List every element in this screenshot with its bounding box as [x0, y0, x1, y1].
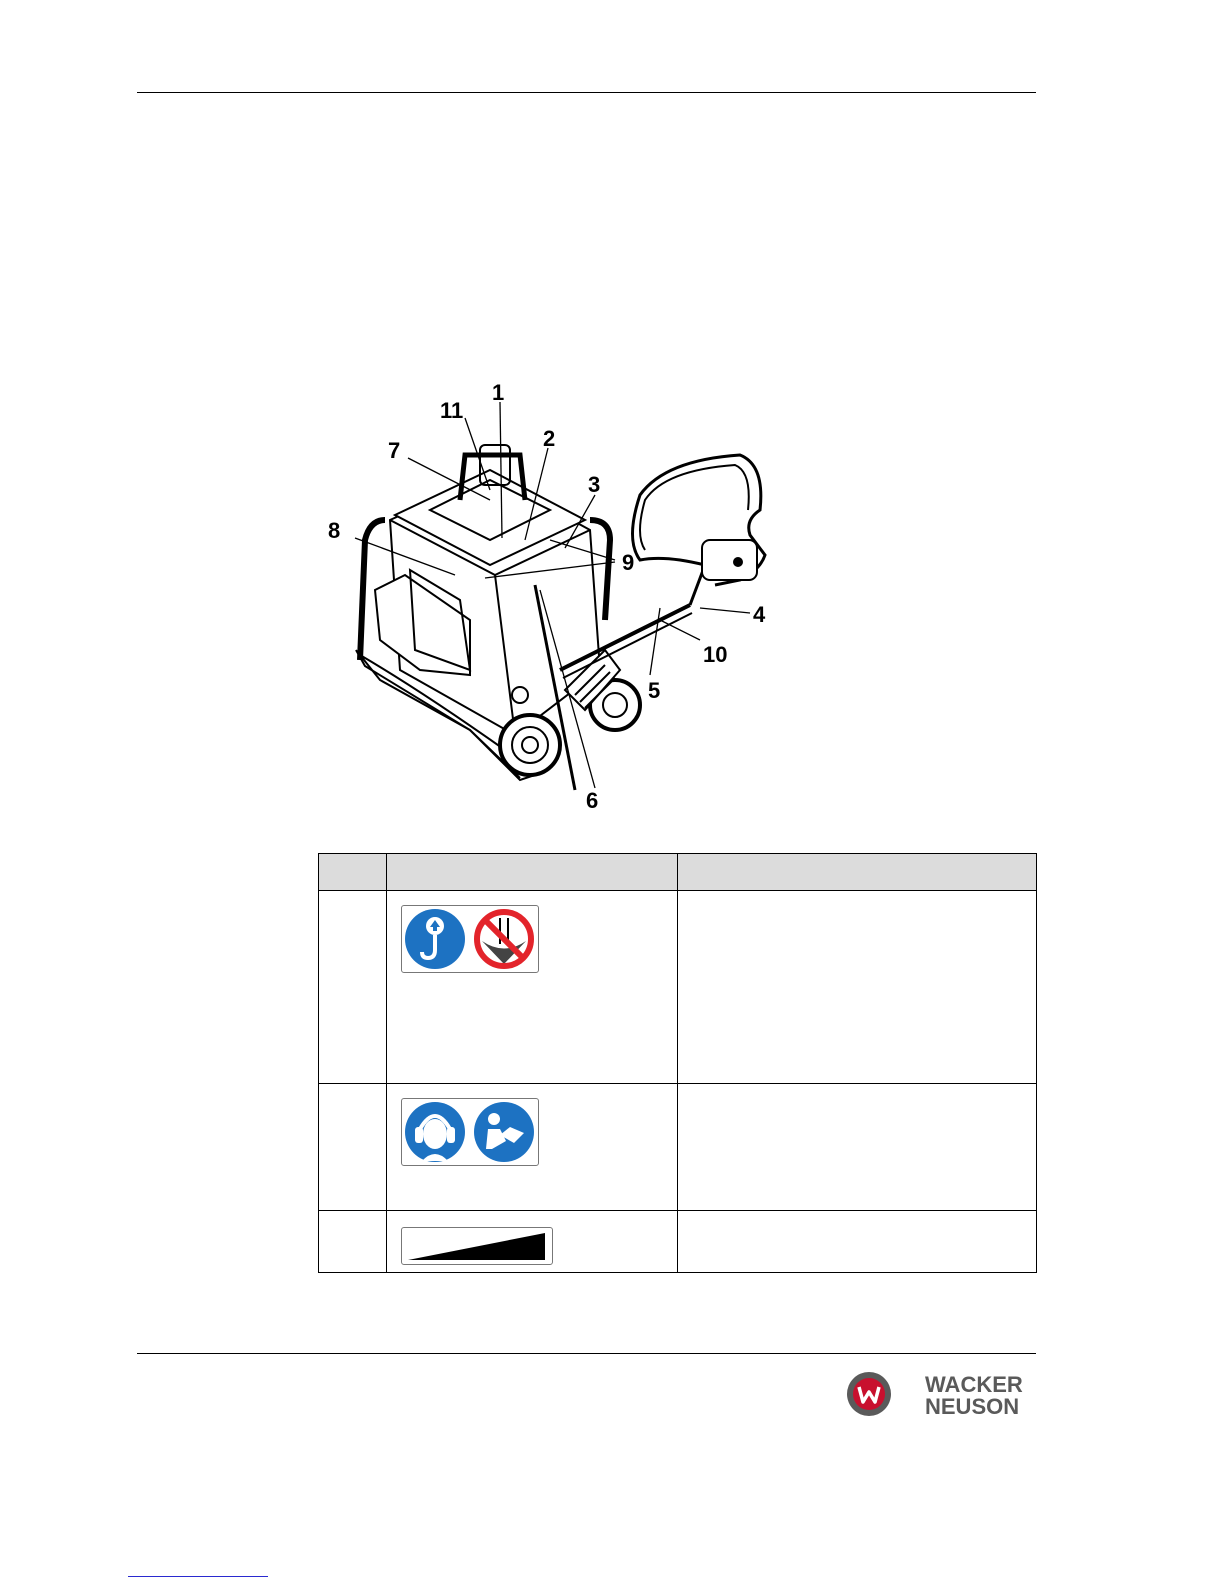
- logo-line-1: WACKER: [925, 1372, 1023, 1397]
- callout-9: 9: [622, 550, 635, 575]
- table-row: [319, 891, 1037, 1084]
- callout-7: 7: [388, 438, 401, 463]
- ear-protection-icon: [405, 1102, 465, 1162]
- read-manual-icon: [474, 1102, 534, 1162]
- no-standing-under-load-icon: [474, 909, 534, 969]
- wacker-neuson-logo: [845, 1370, 1040, 1420]
- callout-5: 5: [648, 678, 661, 703]
- throttle-wedge-icon: [408, 1233, 545, 1260]
- callout-3: 3: [588, 472, 601, 497]
- callout-1: 1: [492, 380, 505, 405]
- decal-table: [318, 853, 1037, 1273]
- row-meaning: [678, 891, 1037, 1084]
- row-pos: [319, 1084, 387, 1211]
- table-row: [319, 1084, 1037, 1211]
- row-pos: [319, 891, 387, 1084]
- row-meaning: [678, 1211, 1037, 1273]
- lifting-decal: [401, 905, 539, 973]
- footer-link-underline[interactable]: [128, 1576, 268, 1577]
- row-decal: [387, 1084, 678, 1211]
- row-meaning: [678, 1084, 1037, 1211]
- callout-4: 4: [753, 602, 766, 627]
- callout-2: 2: [543, 426, 556, 451]
- header-meaning: [678, 854, 1037, 891]
- machine-drawing: [356, 445, 765, 790]
- callout-8: 8: [328, 518, 341, 543]
- row-pos: [319, 1211, 387, 1273]
- row-decal: [387, 1211, 678, 1273]
- throttle-decal: [401, 1227, 553, 1265]
- table-header-row: [319, 854, 1037, 891]
- table-row: [319, 1211, 1037, 1273]
- machine-figure: [320, 370, 800, 820]
- header-rule: [137, 92, 1036, 93]
- header-pos: [319, 854, 387, 891]
- callout-6: 6: [586, 788, 599, 813]
- callout-10: 10: [703, 642, 728, 667]
- footer-rule: [137, 1353, 1036, 1354]
- lifting-hook-icon: [405, 909, 465, 969]
- logo-line-2: NEUSON: [925, 1394, 1020, 1419]
- header-label: [387, 854, 678, 891]
- row-decal: [387, 891, 678, 1084]
- callout-11: 11: [440, 398, 464, 423]
- ppe-decal: [401, 1098, 539, 1166]
